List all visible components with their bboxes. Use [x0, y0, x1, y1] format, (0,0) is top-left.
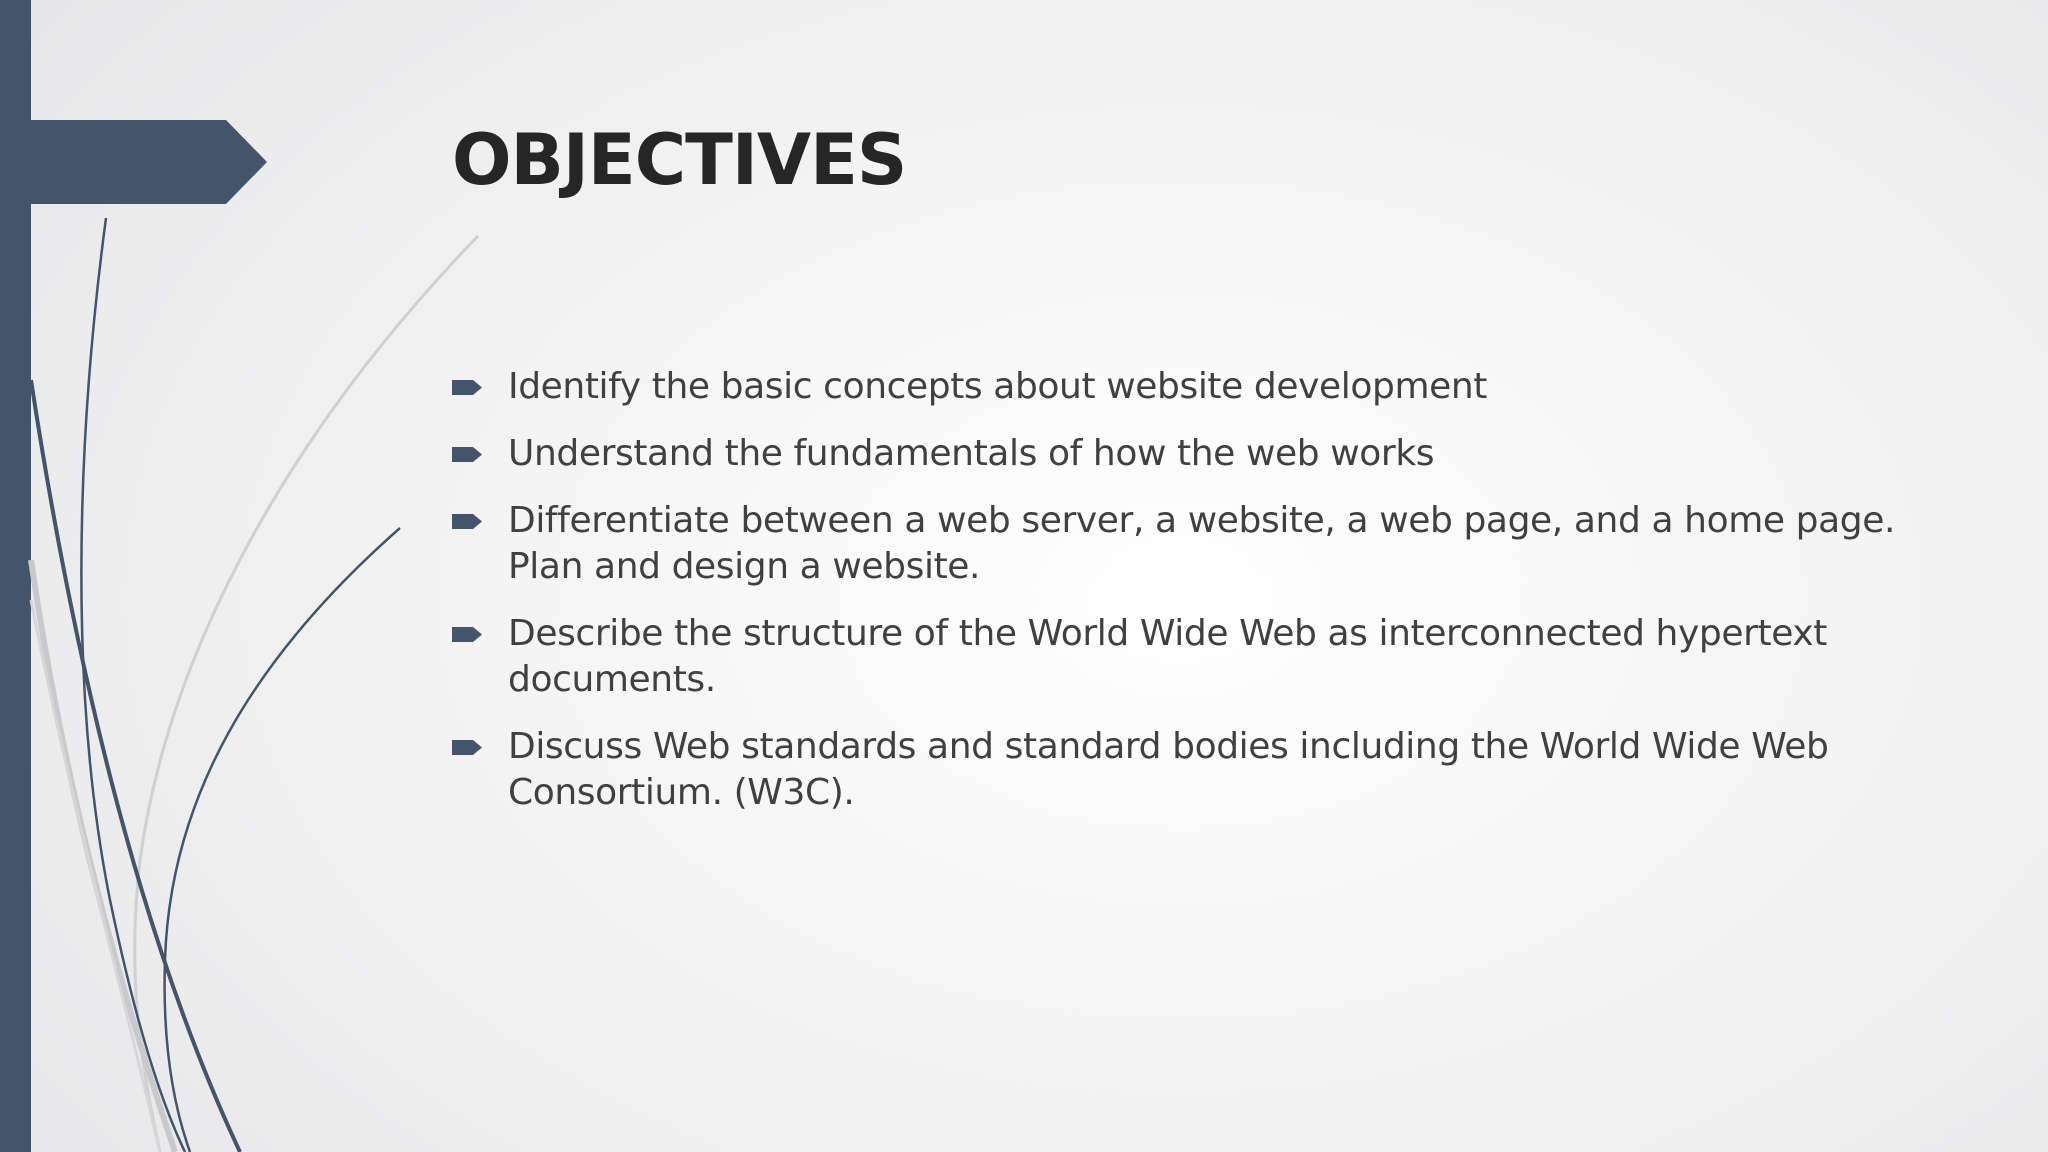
arrow-banner: [31, 120, 267, 204]
list-item: [452, 431, 1932, 477]
bullet-text: Differentiate between a web server, a website, a web page, and a home page. Plan and design a website.: [508, 500, 1896, 587]
objectives-list: [452, 364, 1932, 837]
bullet-text: Identify the basic concepts about website development: [508, 366, 1488, 407]
list-item: [452, 724, 1932, 816]
slide-title: OBJECTIVES: [452, 119, 907, 201]
list-item: [452, 498, 1932, 590]
arrow-right-icon: [452, 513, 482, 530]
arrow-right-icon: [452, 379, 482, 396]
list-item: [452, 611, 1932, 703]
arrow-right-icon: [452, 739, 482, 756]
arrow-right-icon: [452, 446, 482, 463]
bullet-text: Describe the structure of the World Wide Web as interconnected hypertext documents.: [508, 613, 1827, 700]
bullet-text: Understand the fundamentals of how the web works: [508, 433, 1435, 474]
bullet-text: Discuss Web standards and standard bodies including the World Wide Web Consortium. (W3C).: [508, 726, 1829, 813]
list-item: [452, 364, 1932, 410]
arrow-right-icon: [452, 626, 482, 643]
